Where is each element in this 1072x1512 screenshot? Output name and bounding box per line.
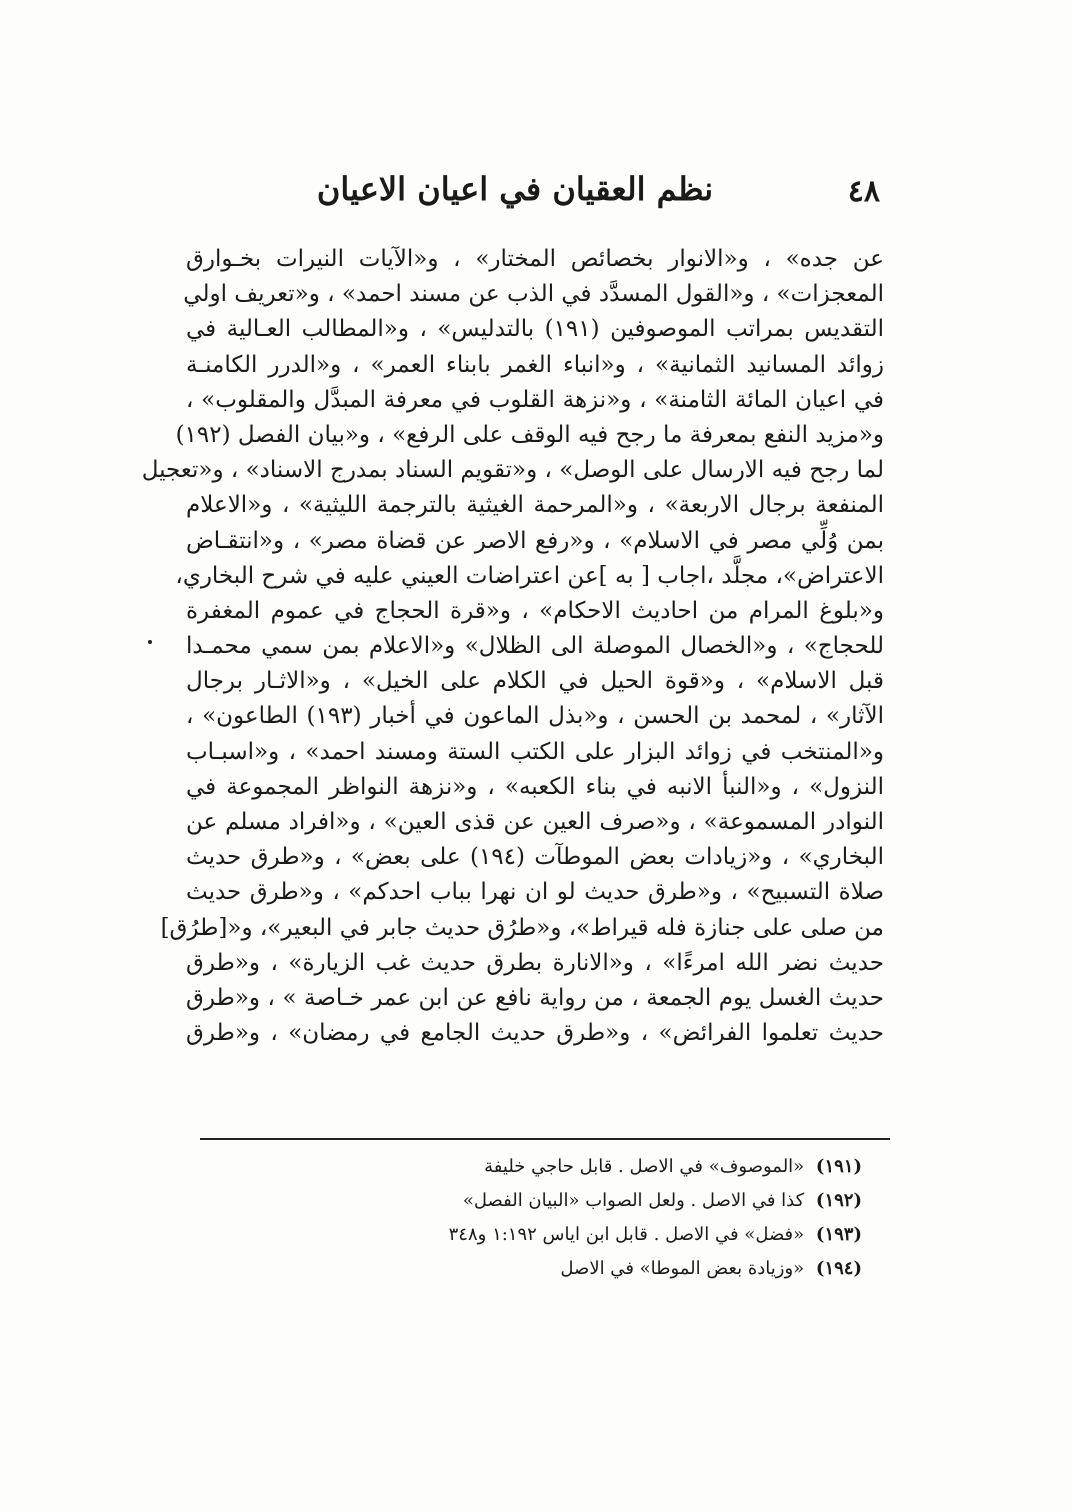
footnote-number: (١٩١) [815,1156,862,1177]
body-line: لما رجح فيه الارسال على الوصل» ، و«تقويم السناد بمدرج الاسناد» ، و«تعجيل [141,457,884,484]
body-text [141,242,885,1051]
body-line: في اعيان المائة الثامنة» ، و«نزهة القلوب في معرفة المبدَّل والمقلوب» ، [186,386,884,413]
body-line: الآثار» ، لمحمد بن الحسن ، و«بذل الماعون في أخبار (١٩٣) الطاعون» ، [186,703,885,730]
footnote-number: (١٩٣) [815,1224,862,1245]
footnote [342,1218,862,1252]
footnote-text: «الموصوف» في الاصل . قابل حاجي خليفة [484,1156,805,1177]
page-number: ٤٨ [847,174,880,209]
footnote-text: «وزيادة بعض الموطا» في الاصل [560,1258,805,1279]
body-line: من صلى على جنازة فله قيراط»، و«طرُق حديث جابر في البعير»، و«[طرُق] [160,914,884,941]
footnote [342,1252,862,1286]
footnote-number: (١٩٤) [815,1258,862,1279]
body-line: النزول» ، و«النبأ الانبه في بناء الكعبه» ، و«نزهة النواظر المجموعة في [186,773,884,800]
body-line: المنفعة برجال الاربعة» ، و«المرحمة الغيثية بالترجمة الليثية» ، و«الاعلام [186,492,884,519]
body-line: الاعتراض»، مجلَّد ،اجاب [ به ]عن اعتراضات العيني عليه في شرح البخاري، [175,562,884,589]
body-line: النوادر المسموعة» ، و«صرف العين عن قذى العين» ، و«افراد مسلم عن [186,809,884,835]
body-line: و«مزيد النفع بمعرفة ما رجح فيه الوقف على الرفع» ، و«بيان الفصل (١٩٢) [175,421,884,448]
body-line: البخاري» ، و«زيادات بعض الموطآت (١٩٤) على بعض» ، و«طرق حديث [186,844,884,871]
body-line: حديث الغسل يوم الجمعة ، من رواية نافع عن ابن عمر خـاصة » ، و«طرق [186,984,884,1011]
footnote [342,1184,862,1218]
footnote-number: (١٩٢) [815,1190,862,1211]
footnote-text: «فضل» في الاصل . قابل ابن اياس ١:١٩٢ و٣٤٨ [448,1224,805,1245]
footnote [342,1150,862,1184]
body-line: قبل الاسلام» ، و«قوة الحيل في الكلام على الخيل» ، و«الاثـار برجال [186,668,884,695]
body-line: و«بلوغ المرام من احاديث الاحكام» ، و«قرة الحجاج في عموم المغفرة [186,597,884,624]
body-line: للحجاج» ، و«الخصال الموصلة الى الظلال» و«الاعلام بمن سمي محمـدا [186,633,884,660]
footnote-text: كذا في الاصل . ولعل الصواب «البيان الفصل» [462,1190,805,1211]
margin-mark [148,640,152,644]
running-title: نظم العقيان في اعيان الاعيان [316,170,714,208]
body-line: عن جده» ، و«الانوار بخصائص المختار» ، و«الآيات النيرات بخـوارق [186,246,884,272]
body-line: حديث تعلموا الفرائض» ، و«طرق حديث الجامع في رمضان» ، و«طرق [186,1020,884,1047]
body-line: المعجزات» ، و«القول المسدَّد في الذب عن مسند احمد» ، و«تعريف اولي [183,281,884,308]
body-line: و«المنتخب في زوائد البزار على الكتب الستة ومسند احمد» ، و«اسبـاب [186,738,884,765]
body-line: حديث نضر الله امرءًا» ، و«الانارة بطرق حديث غب الزيارة» ، و«طرق [186,949,884,976]
footnotes [342,1150,862,1286]
body-line: بمن وُلِّي مصر في الاسلام» ، و«رفع الاصر عن قضاة مصر» ، و«انتقـاض [186,527,884,554]
footnote-divider [200,1138,890,1140]
page-header [190,170,880,220]
body-line: التقديس بمراتب الموصوفين (١٩١) بالتدليس» ، و«المطالب العـالية في [186,316,885,343]
body-line: زوائد المسانيد الثمانية» ، و«انباء الغمر بابناء العمر» ، و«الدرر الكامنـة [186,351,884,378]
body-line: صلاة التسبيح» ، و«طرق حديث لو ان نهرا بباب احدكم» ، و«طرق حديث [186,879,884,906]
